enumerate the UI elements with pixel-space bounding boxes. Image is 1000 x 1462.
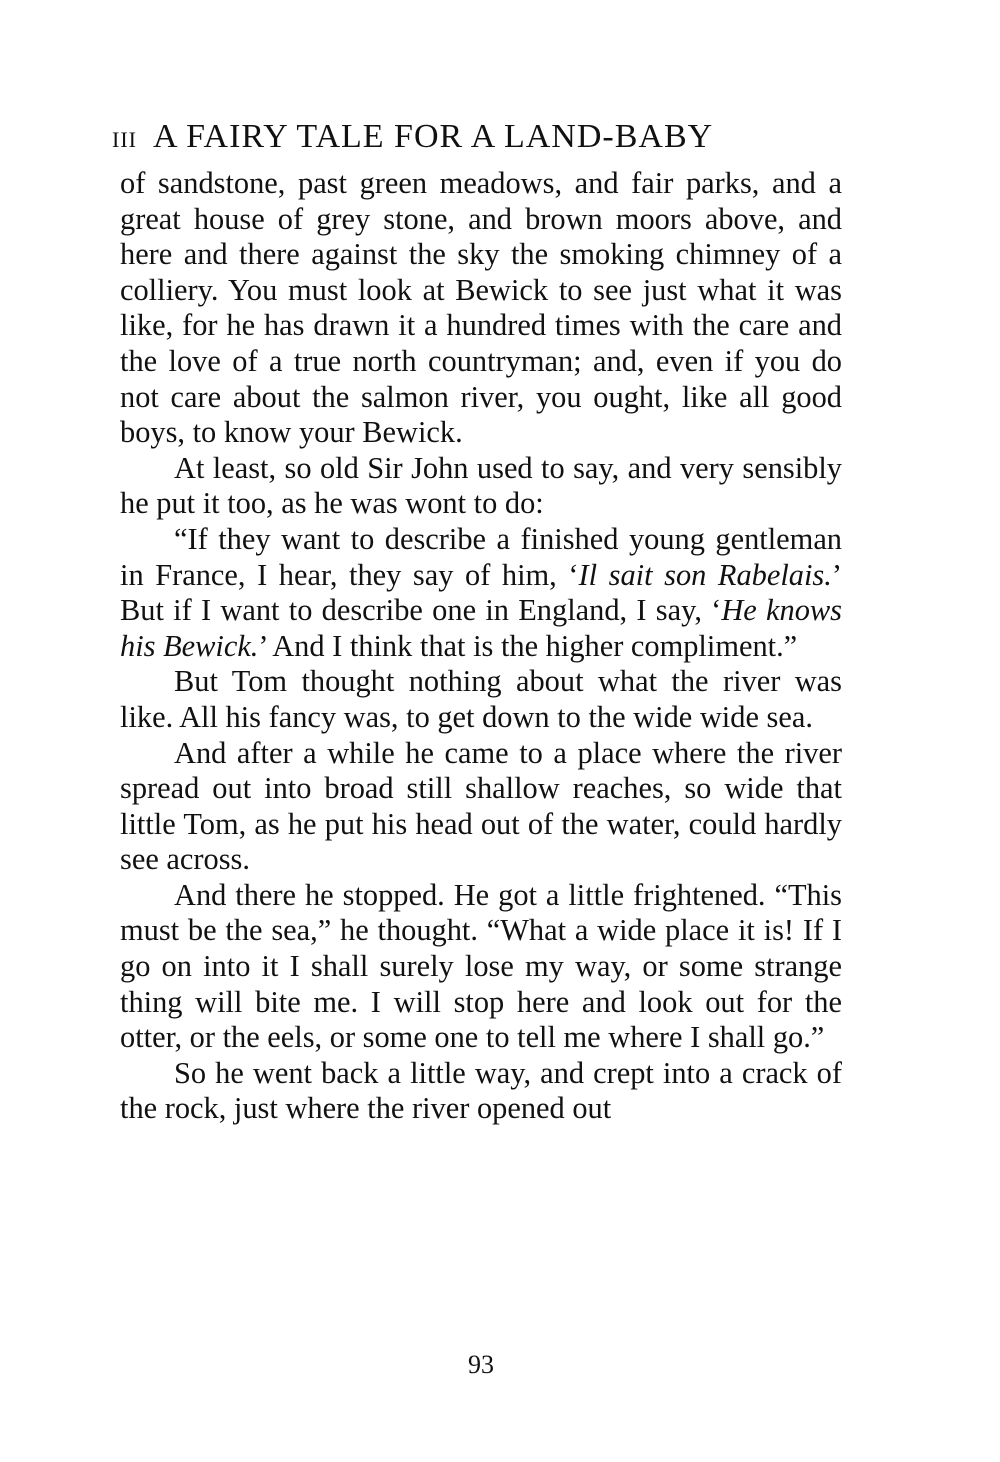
chapter-title: A FAIRY TALE FOR A LAND-BABY xyxy=(152,118,714,155)
chapter-number: III xyxy=(112,127,137,152)
book-page xyxy=(112,118,842,1379)
page-number: 93 xyxy=(468,1350,494,1379)
running-head xyxy=(112,118,842,156)
paragraph-quotation xyxy=(120,522,842,664)
paragraph: And there he stopped. He got a little frightened. “This must be the sea,” he thought. “What a wide place it is! If I go on into it I shall surely lose my way, or some strange thing will bite me. I will stop here and look out for the otter, or the eels, or some one to tell me where I shall go.” xyxy=(120,877,842,1055)
paragraph: At least, so old Sir John used to say, and very sensibly he put it too, as he was wont to do: xyxy=(120,450,842,521)
paragraph: of sandstone, past green meadows, and fair parks, and a great house of grey stone, and brown moors above, and here and there against the sky the smoking chimney of a colliery. You must look at Bewick to see just what it was like, for he has drawn it a hundred times with the care and the love of a true north countryman; and, even if you do not care about the salmon river, you ought, like all good boys, to know your Bewick. xyxy=(120,166,842,450)
quote-text: “If they want to describe a finished young gentleman in France, I hear, they say of him, ‘ xyxy=(120,521,842,592)
paragraph: But Tom thought nothing about what the river was like. All his fancy was, to get down to the wide wide sea. xyxy=(120,664,842,734)
quote-text: ’ But if I want to describe one in England, I say, ‘ xyxy=(120,557,842,628)
italic-phrase: Il sait son Rabelais. xyxy=(578,557,832,592)
italic-phrase: He knows his Bewick. xyxy=(120,593,842,663)
paragraph: And after a while he came to a place where the river spread out into broad still shallow reaches, so wide that little Tom, as he put his head out of the water, could hardly see across. xyxy=(120,735,842,877)
quote-text: ’ And I think that is the higher compliment.” xyxy=(258,628,798,663)
paragraph: So he went back a little way, and crept into a crack of the rock, just where the river opened out xyxy=(120,1055,842,1126)
body-text xyxy=(120,166,842,1127)
